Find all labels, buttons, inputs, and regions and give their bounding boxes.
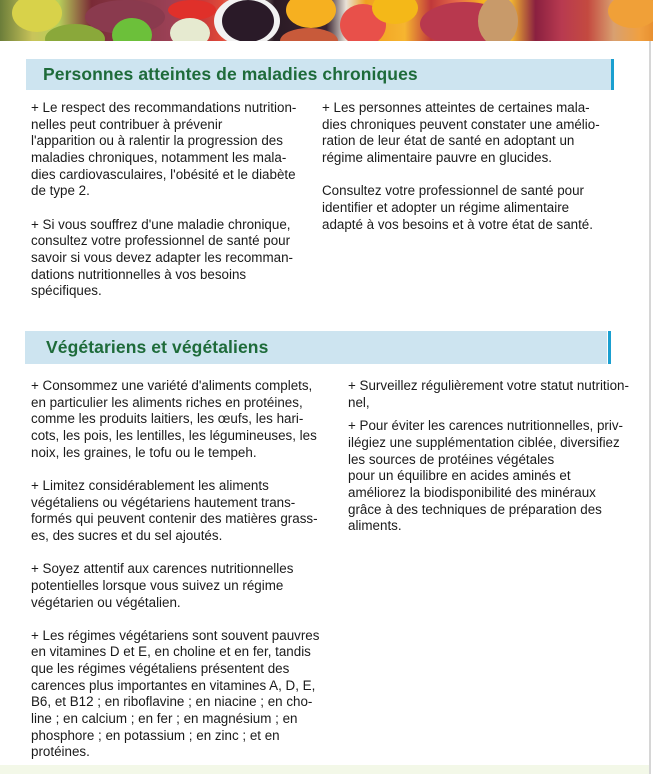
paragraph: + Surveillez régulièrement votre statut nutrition- nel, <box>348 378 629 410</box>
redcurrants-shape <box>168 0 216 20</box>
orange-shape <box>286 0 336 28</box>
paragraph: + Les personnes atteintes de certaines mala- dies chroniques peuvent constater une amélio- ration de leur état de santé en adoptant un régime alimentaire pauvre en glucides. <box>322 100 600 165</box>
section-header-vegetarians <box>25 331 607 364</box>
header-accent-edge <box>608 331 611 364</box>
vegetarians-right-column <box>348 378 648 535</box>
paragraph: + Soyez attentif aux carences nutritionnelles potentielles lorsque vous suivez un régime végétarien ou végétalien. <box>31 561 294 610</box>
paragraph: + Le respect des recommandations nutrition- nelles peut contribuer à prévenir l'apparition ou à ralentir la progression des maladies chroniques, notamment les mala- dies cardiovasculaires, l'obésité et le diabète de type 2. <box>31 100 297 199</box>
paragraph: + Consommez une variété d'aliments complets, en particulier les aliments riches en protéines, comme les produits laitiers, les œufs, les hari- cots, les pois, les lentilles, les légumineuses, les noix, les graines, le tofu ou le tempeh. <box>31 378 317 460</box>
blackberries-shape <box>222 0 274 41</box>
strawberry-bowl-shape <box>280 28 338 41</box>
footer-strip <box>0 765 649 774</box>
cauliflower-shape <box>170 18 210 41</box>
paragraph: + Limitez considérablement les aliments végétaliens ou végétariens hautement trans- formés qui peuvent contenir des matières grass- es, des sucres et du sel ajoutés. <box>31 477 318 543</box>
chronic-diseases-right-column <box>322 100 622 233</box>
section-header-chronic-diseases <box>26 59 611 90</box>
section-title: Végétariens et végétaliens <box>46 337 269 357</box>
page-border <box>649 41 651 774</box>
basket-shape <box>478 0 518 41</box>
peach-shape <box>608 0 653 28</box>
header-accent-edge <box>611 59 614 90</box>
chronic-diseases-left-column <box>31 100 331 300</box>
section-title: Personnes atteintes de maladies chroniques <box>43 64 418 84</box>
fruit-banner-image <box>0 0 653 41</box>
paragraph: + Les régimes végétariens sont souvent pauvres en vitamines D et E, en choline et en fer, tandis que les régimes végétaliens présentent des carences plus importantes en vitamines A, D, E, B6, et B12 ; en riboflavine ; en niacine ; en cho- line ; en calcium ; en fer ; en magnésium ; en phosphore ; en potassium ; en zinc ; et en protéines. <box>31 627 320 760</box>
paragraph: + Pour éviter les carences nutritionnelles, priv- ilégiez une supplémentation ciblée, diversifiez les sources de protéines végétales pour un équilibre en acides aminés et améliorez la biodisponibilité des minéraux grâce à des techniques de préparation des aliments. <box>348 418 624 534</box>
vegetarians-left-column <box>31 378 341 761</box>
paragraph: + Si vous souffrez d'une maladie chronique, consultez votre professionnel de santé pour savoir si vous devez adapter les recomman- dations nutritionnelles à vos besoins spécifiques. <box>31 216 293 299</box>
paragraph: Consultez votre professionnel de santé pour identifier et adopter un régime alimentaire adapté à vos besoins et à votre état de santé. <box>322 183 593 232</box>
